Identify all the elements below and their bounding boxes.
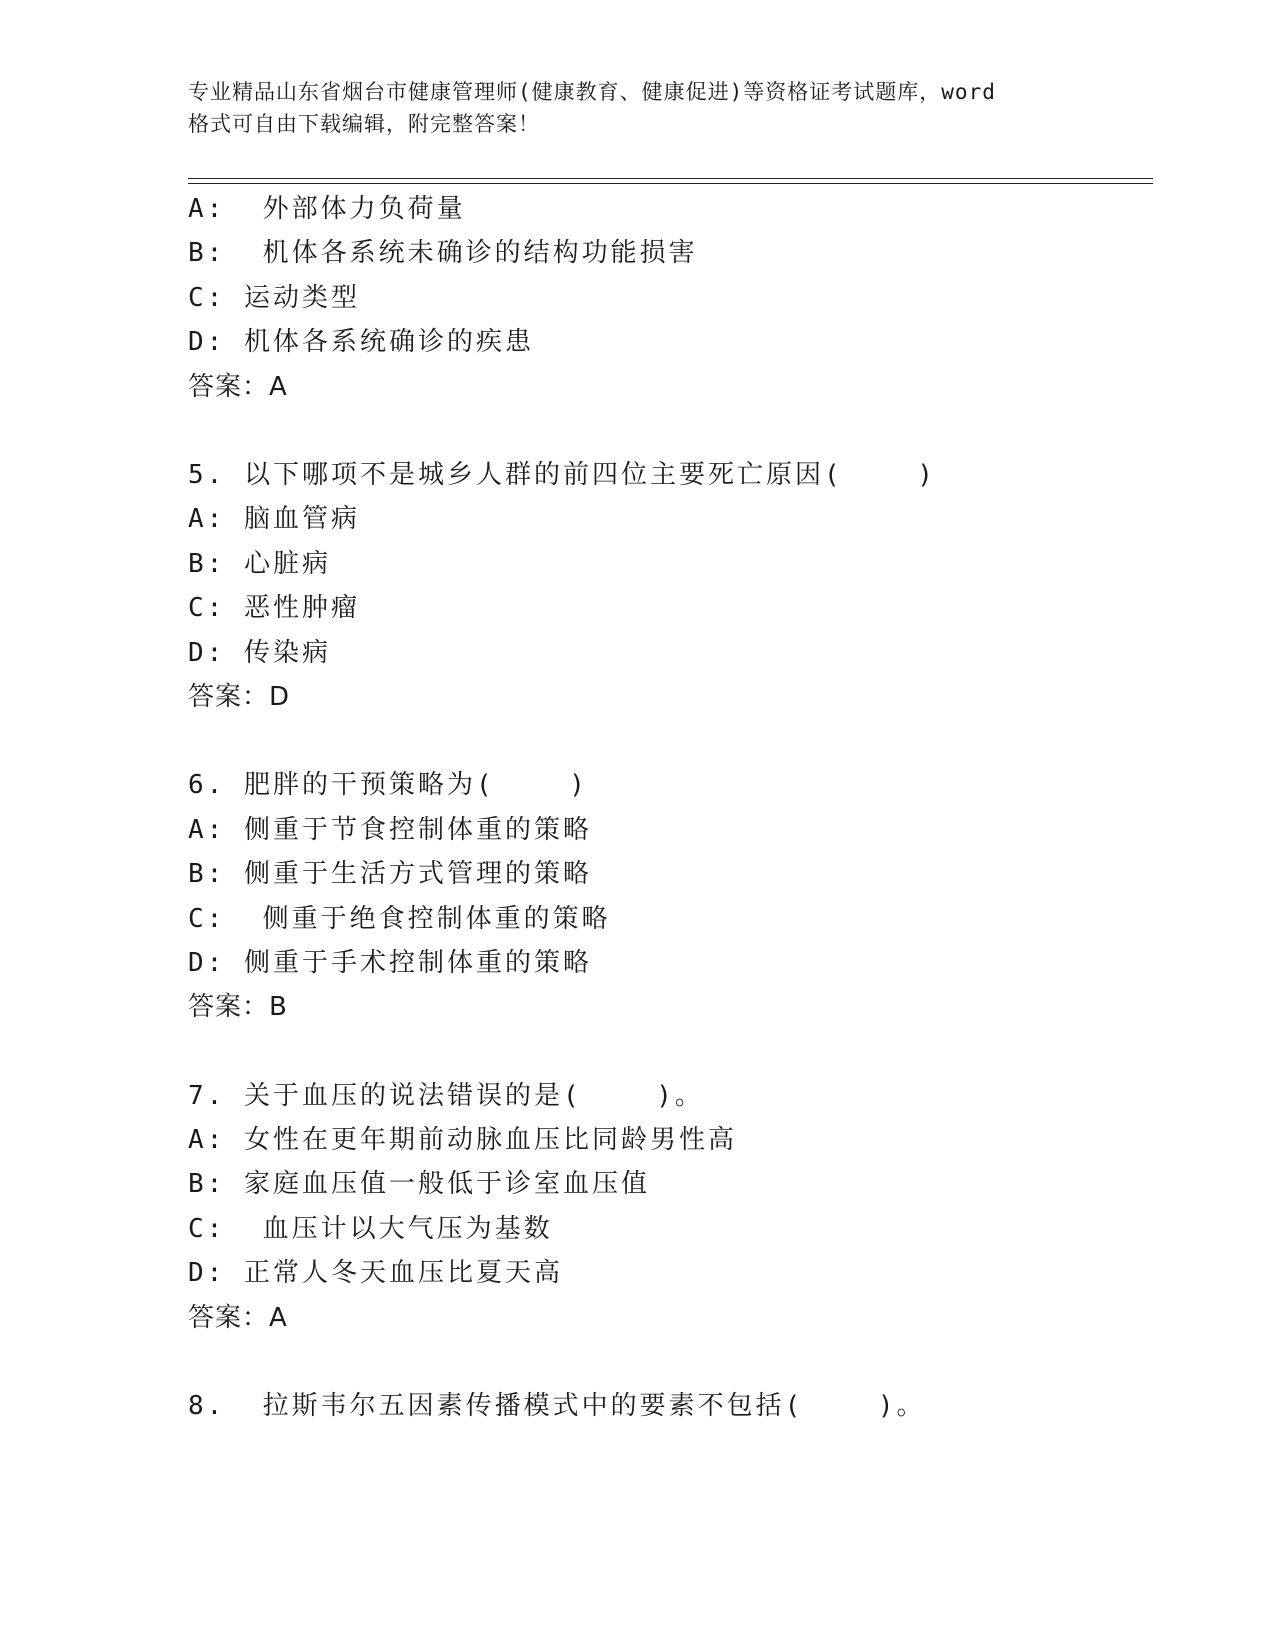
q6-option-b: B: 侧重于生活方式管理的策略 xyxy=(188,859,592,889)
q4-option-c: C: 运动类型 xyxy=(188,283,360,313)
q4-option-a: A: 外部体力负荷量 xyxy=(188,194,466,224)
header-line-1: 专业精品山东省烟台市健康管理师(健康教育、健康促进)等资格证考试题库，word xyxy=(188,80,996,104)
q6-answer: 答案：B xyxy=(188,992,288,1022)
header-divider-bottom xyxy=(188,183,1153,184)
q5-question: 5. 以下哪项不是城乡人群的前四位主要死亡原因( ) xyxy=(188,460,936,490)
q7-option-a: A: 女性在更年期前动脉血压比同龄男性高 xyxy=(188,1125,737,1155)
header-divider-top xyxy=(188,178,1153,179)
header-line-2: 格式可自由下载编辑，附完整答案！ xyxy=(188,112,540,136)
q4-answer: 答案：A xyxy=(188,372,288,402)
q6-option-c: C: 侧重于绝食控制体重的策略 xyxy=(188,904,611,934)
q8-question: 8. 拉斯韦尔五因素传播模式中的要素不包括( )。 xyxy=(188,1391,926,1421)
q5-answer: 答案：D xyxy=(188,682,291,712)
q7-option-b: B: 家庭血压值一般低于诊室血压值 xyxy=(188,1169,650,1199)
q5-option-a: A: 脑血管病 xyxy=(188,504,360,534)
q7-question: 7. 关于血压的说法错误的是( )。 xyxy=(188,1081,704,1111)
q5-option-b: B: 心脏病 xyxy=(188,549,331,579)
q6-option-a: A: 侧重于节食控制体重的策略 xyxy=(188,815,592,845)
q6-question: 6. 肥胖的干预策略为( ) xyxy=(188,770,588,800)
document-header xyxy=(188,76,1118,140)
q7-option-d: D: 正常人冬天血压比夏天高 xyxy=(188,1258,563,1288)
q4-option-d: D: 机体各系统确诊的疾患 xyxy=(188,327,534,357)
q6-option-d: D: 侧重于手术控制体重的策略 xyxy=(188,948,592,978)
q5-option-c: C: 恶性肿瘤 xyxy=(188,593,360,623)
q5-option-d: D: 传染病 xyxy=(188,638,331,668)
q7-answer: 答案：A xyxy=(188,1303,288,1333)
q4-option-b: B: 机体各系统未确诊的结构功能损害 xyxy=(188,238,698,268)
q7-option-c: C: 血压计以大气压为基数 xyxy=(188,1214,553,1244)
